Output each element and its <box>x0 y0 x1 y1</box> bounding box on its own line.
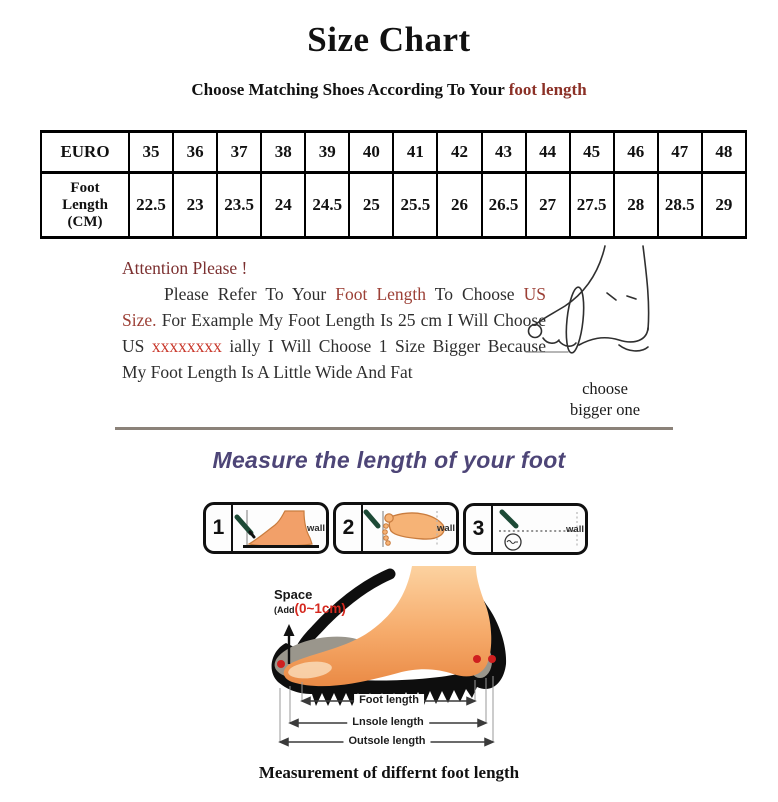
foot-measurement-diagram <box>250 566 542 762</box>
attention-paragraph: Please Refer To Your Foot Length To Choose US Size. For Example My Foot Length Is 25 cm I Will Choose US xxxxxxxx ially I Will Choose 1 Size Bigger Because My Foot Length Is A Little Wide And Fat <box>122 284 546 382</box>
euro-size-cell: 43 <box>482 132 526 173</box>
foot-length-cell: 24 <box>261 173 305 238</box>
foot-length-label: Foot length <box>354 694 424 706</box>
us-size-highlight: US Size. <box>122 284 546 330</box>
page-title: Size Chart <box>307 20 471 59</box>
euro-size-cell: 38 <box>261 132 305 173</box>
foot-sketch-icon <box>518 238 700 374</box>
subtitle-prefix: Choose Matching Shoes According To Your <box>191 80 509 99</box>
pen-icon <box>366 512 378 526</box>
pen-icon <box>502 512 516 526</box>
foot-length-row <box>41 173 746 238</box>
space-label: Space <box>274 587 313 602</box>
wall-label: wall <box>437 523 455 534</box>
foot-length-cell: 28 <box>614 173 658 238</box>
step-number: 1 <box>206 505 233 551</box>
pen-icon <box>237 517 251 533</box>
euro-size-cell: 37 <box>217 132 261 173</box>
foot-length-cell: 25.5 <box>393 173 437 238</box>
euro-size-cell: 35 <box>129 132 173 173</box>
foot-length-cell: 27 <box>526 173 570 238</box>
euro-size-cell: 46 <box>614 132 658 173</box>
subtitle-highlight: foot length <box>508 80 587 99</box>
choose-bigger-note: choose bigger one <box>569 379 641 419</box>
euro-row-header: EURO <box>41 132 129 173</box>
foot-length-cell: 29 <box>702 173 746 238</box>
foot-length-cell: 24.5 <box>305 173 349 238</box>
insole-length-label: Lnsole length <box>347 716 429 728</box>
outsole-length-label: Outsole length <box>344 735 431 747</box>
euro-row <box>41 132 746 173</box>
euro-size-cell: 40 <box>349 132 393 173</box>
euro-size-cell: 47 <box>658 132 702 173</box>
measure-step-2 <box>333 502 459 554</box>
euro-size-cell: 48 <box>702 132 746 173</box>
measure-step-1 <box>203 502 329 554</box>
subtitle <box>0 80 778 100</box>
foot-length-row-header: Foot Length (CM) <box>41 173 129 238</box>
euro-size-cell: 36 <box>173 132 217 173</box>
space-value: (0~1cm) <box>294 601 346 616</box>
heel-marker-dot <box>488 655 496 663</box>
size-chart-table <box>40 130 747 239</box>
wall-label: wall <box>566 524 584 535</box>
euro-size-cell: 42 <box>437 132 481 173</box>
redacted-text: xxxxxxxx <box>151 336 222 356</box>
wall-label: wall <box>307 523 325 534</box>
heel-marker-dot <box>473 655 481 663</box>
bottom-caption: Measurement of differnt foot length <box>258 763 520 782</box>
foot-length-cell: 28.5 <box>658 173 702 238</box>
attention-note <box>122 255 546 385</box>
foot-length-cell: 26 <box>437 173 481 238</box>
foot-length-cell: 23 <box>173 173 217 238</box>
foot-length-cell: 22.5 <box>129 173 173 238</box>
section-divider <box>115 427 673 430</box>
foot-length-cell: 27.5 <box>570 173 614 238</box>
step-number: 3 <box>466 506 493 552</box>
attention-heading: Attention Please ! <box>122 258 248 278</box>
foot-length-cell: 23.5 <box>217 173 261 238</box>
euro-size-cell: 45 <box>570 132 614 173</box>
foot-length-cell: 25 <box>349 173 393 238</box>
euro-size-cell: 39 <box>305 132 349 173</box>
step-number: 2 <box>336 505 363 551</box>
space-annotation: Space (Add(0~1cm) <box>274 587 346 616</box>
foot-length-highlight: Foot Length <box>335 284 427 304</box>
euro-size-cell: 44 <box>526 132 570 173</box>
measure-step-3 <box>463 503 588 555</box>
measure-heading: Measure the length of your foot <box>212 447 566 473</box>
foot-length-cell: 26.5 <box>482 173 526 238</box>
toe-marker-dot <box>277 660 285 668</box>
euro-size-cell: 41 <box>393 132 437 173</box>
